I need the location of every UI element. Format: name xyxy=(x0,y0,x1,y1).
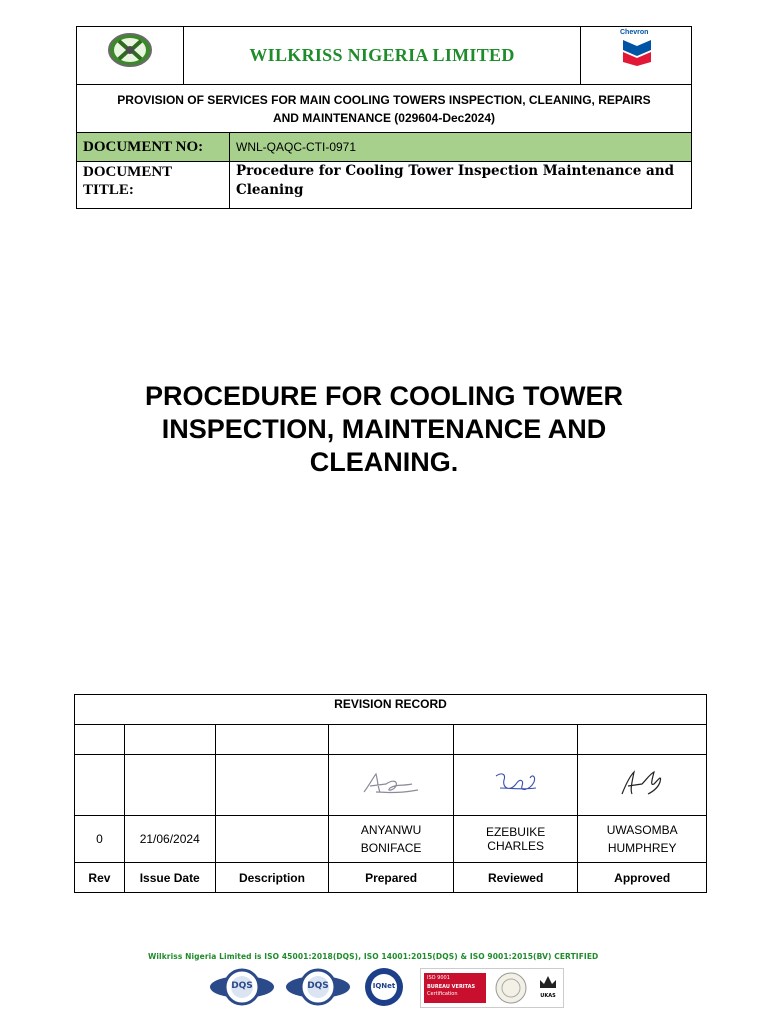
prepared-signature xyxy=(329,755,454,816)
revision-header-row xyxy=(75,863,707,893)
revision-heading: REVISION RECORD xyxy=(75,695,707,725)
rev-number: 0 xyxy=(75,816,125,863)
doc-title-label-line1: DOCUMENT xyxy=(83,164,173,180)
revision-heading-row xyxy=(75,695,707,725)
dqs-badge-label-2: DQS xyxy=(307,981,329,991)
company-logo xyxy=(77,27,184,85)
revision-description xyxy=(215,816,329,863)
project-cell xyxy=(77,85,691,133)
bv-line2: BUREAU VERITAS xyxy=(427,984,476,990)
approved-by-line1: UWASOMBA xyxy=(606,823,678,837)
revision-data-row xyxy=(75,816,707,863)
revision-record-table xyxy=(74,694,707,893)
header-prepared: Prepared xyxy=(329,863,454,893)
doc-no-label-cell xyxy=(77,133,230,162)
bv-line1: ISO 9001 xyxy=(427,975,450,981)
revision-empty-row xyxy=(75,725,707,755)
main-title xyxy=(84,380,684,479)
certification-statement: Wilkriss Nigeria Limited is ISO 45001:2018(DQS), ISO 14001:2015(DQS) & ISO 9001:2015(BV) CERTIFIED xyxy=(148,952,599,961)
header-issue-date: Issue Date xyxy=(124,863,215,893)
prepared-by-line1: ANYANWU xyxy=(360,823,422,837)
iqnet-badge-label: IQNet xyxy=(372,982,396,990)
doc-no-label: DOCUMENT NO: xyxy=(83,139,204,155)
header-approved: Approved xyxy=(578,863,707,893)
bv-line3: Certification xyxy=(427,991,458,997)
chevron-logo-text: Chevron xyxy=(620,29,649,36)
project-description: PROVISION OF SERVICES FOR MAIN COOLING TOWERS INSPECTION, CLEANING, REPAIRS AND MAINTENANCE (029604-Dec2024) xyxy=(117,92,651,125)
chevron-logo xyxy=(581,27,691,85)
approved-signature xyxy=(578,755,707,816)
revision-signature-row xyxy=(75,755,707,816)
doc-title-label-cell xyxy=(77,162,230,208)
prepared-by xyxy=(329,816,454,863)
ukas-label: UKAS xyxy=(540,993,556,999)
doc-title-value: Procedure for Cooling Tower Inspection Maintenance and Cleaning xyxy=(236,163,675,198)
doc-no-value-cell xyxy=(230,133,691,162)
document-header xyxy=(76,26,692,209)
certification-badges xyxy=(208,966,564,1008)
company-name-cell xyxy=(184,27,581,85)
reviewed-signature xyxy=(453,755,578,816)
reviewed-by: EZEBUIKE CHARLES xyxy=(453,816,578,863)
main-title-line3: CLEANING. xyxy=(309,447,459,477)
header-description: Description xyxy=(215,863,329,893)
company-name: WILKRISS NIGERIA LIMITED xyxy=(249,45,515,65)
main-title-line1: PROCEDURE FOR COOLING TOWER xyxy=(144,381,623,411)
bureau-veritas-badge xyxy=(420,968,564,1008)
ukas-crown-icon xyxy=(535,972,561,992)
main-title-line2: INSPECTION, MAINTENANCE AND xyxy=(161,414,607,444)
doc-title-value-cell xyxy=(230,162,691,208)
approved-by-line2: HUMPHREY xyxy=(607,841,677,855)
doc-no-value: WNL-QAQC-CTI-0971 xyxy=(236,140,357,154)
issue-date: 21/06/2024 xyxy=(124,816,215,863)
header-rev: Rev xyxy=(75,863,125,893)
prepared-by-line2: BONIFACE xyxy=(360,841,422,855)
approved-by xyxy=(578,816,707,863)
bv-seal-icon xyxy=(491,971,531,1005)
dqs-badge-label-1: DQS xyxy=(231,981,253,991)
bv-red-block xyxy=(424,973,486,1003)
header-reviewed: Reviewed xyxy=(453,863,578,893)
doc-title-label-line2: TITLE: xyxy=(83,182,134,198)
